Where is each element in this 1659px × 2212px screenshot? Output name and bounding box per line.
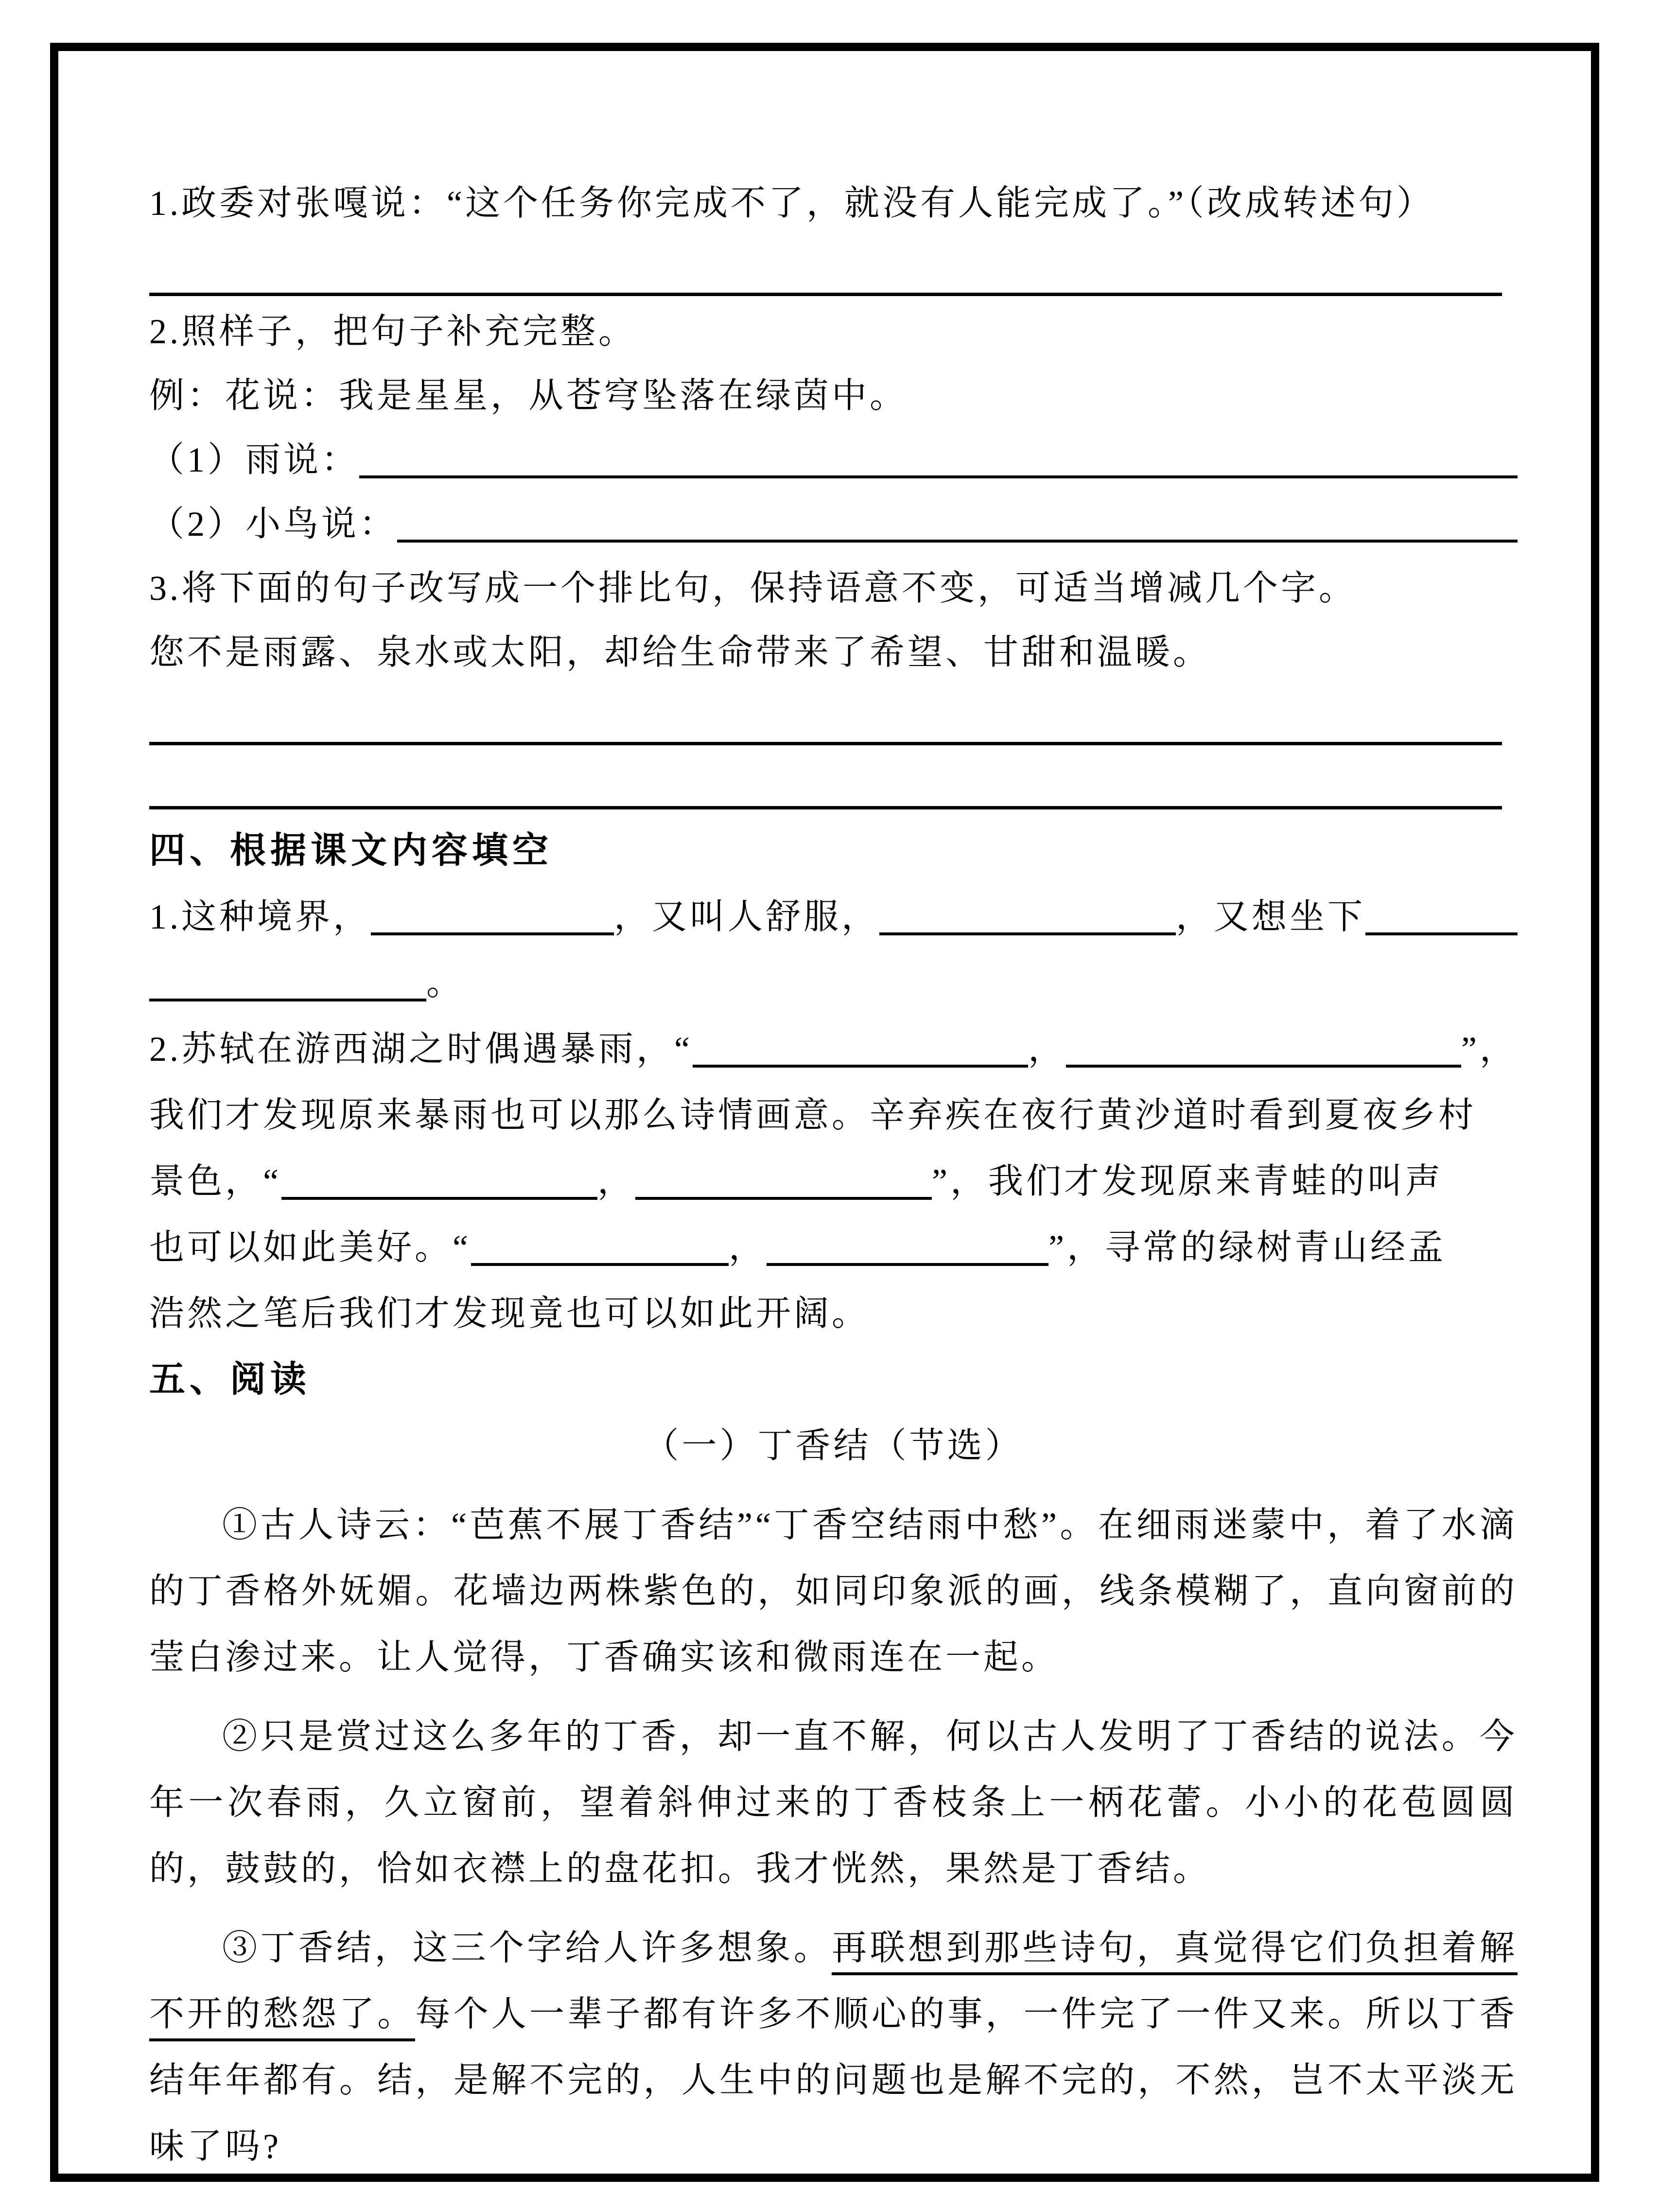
text-segment: ， [1028,1030,1066,1069]
paragraph-3-tail-text: 每个人一辈子都有许多不顺心的事，一件完了一件又来。所以丁香结年年都有。结，是解不完的，人生中的问题也是解不完的，不然，岂不太平淡无味了吗? [149,1995,1518,2166]
section-5-heading-text: 五、阅读 [149,1360,311,1400]
text-segment: ，又叫人舒服， [614,897,880,936]
question-2-example-text: 例：花说：我是星星，从苍穹坠落在绿茵中。 [149,376,908,415]
answer-blank [767,1261,1048,1266]
text-segment: ”， [1461,1030,1518,1069]
question-3-answer-row-1 [149,685,1518,749]
section-4-item-2-line-5 [149,1281,1518,1347]
answer-blank [149,997,426,1001]
answer-blank [693,1063,1028,1068]
text-segment: ， [728,1228,767,1267]
section-5-heading [149,1347,1518,1413]
passage-paragraph-3 [149,1915,1518,2179]
paragraph-2-text: ②只是赏过这么多年的丁香，却一直不解，何以古人发明了丁香结的说法。今年一次春雨，久立窗前，望着斜伸过来的丁香枝条上一柄花蕾。小小的花苞圆圆的，鼓鼓的，恰如衣襟上的盘花扣。我才恍然，果然是丁香结。 [149,1717,1518,1888]
section-4-heading-text: 四、根据课文内容填空 [149,831,553,871]
text-segment: 也可以如此美好。“ [149,1228,471,1267]
question-1-text: 1.政委对张嘎说：“这个任务你完成不了，就没有人能完成了。”（改成转述句） [149,184,1434,223]
section-4-item-2-line-4 [149,1214,1518,1281]
answer-blank [371,930,614,935]
question-3-answer-row-2 [149,749,1518,813]
answer-blank [471,1261,729,1266]
page-content [149,171,1518,2179]
section-4-heading [149,818,1518,884]
passage-paragraph-2 [149,1703,1518,1902]
text-segment: ”，寻常的绿树青山经孟 [1048,1228,1446,1267]
text-segment: 。 [426,964,465,1002]
question-3-intro-text: 3.将下面的句子改写成一个排比句，保持语意不变，可适当增减几个字。 [149,569,1357,608]
text-segment: ，又想坐下 [1176,897,1366,936]
text-segment: （2）小鸟说： [149,505,398,544]
answer-line [149,749,1502,809]
question-1-answer-row [149,235,1518,299]
answer-blank [1365,930,1518,935]
paragraph-3-underlined-phrase: 再联想到那些诗句，真觉得它们负担着解不开的愁怨了。 [149,1929,1518,2041]
answer-line [149,685,1502,745]
question-3-sentence [149,620,1518,685]
passage-paragraph-1 [149,1492,1518,1690]
answer-blank [635,1195,932,1200]
question-3-sentence-text: 您不是雨露、泉水或太阳，却给生命带来了希望、甘甜和温暖。 [149,633,1211,672]
answer-blank [879,930,1176,935]
section-4-item-2-line-1 [149,1016,1518,1082]
text-segment: 景色，“ [149,1162,281,1201]
passage-title-text: （一）丁香结（节选） [644,1426,1023,1465]
answer-blank [1066,1063,1461,1068]
text-segment: 1.这种境界， [149,897,371,936]
section-4-item-1-line-1 [149,884,1518,950]
section-4-item-1-line-2 [149,950,1518,1016]
text-segment: ， [597,1162,635,1201]
question-2-example [149,364,1518,428]
paragraph-1-text: ①古人诗云：“芭蕉不展丁香结”“丁香空结雨中愁”。在细雨迷蒙中，着了水滴的丁香格外妩媚。花墙边两株紫色的，如同印象派的画，线条模糊了，直向窗前的莹白渗过来。让人觉得，丁香确实该和微雨连在一起。 [149,1506,1518,1677]
answer-blank [281,1195,597,1200]
answer-line [149,235,1502,296]
text-segment: 2.苏轼在游西湖之时偶遇暴雨，“ [149,1030,693,1069]
section-4-item-2-line-2-text: 我们才发现原来暴雨也可以那么诗情画意。辛弃疾在夜行黄沙道时看到夏夜乡村 [149,1096,1477,1135]
paragraph-3-lead-text: ③丁香结，这三个字给人许多想象。 [222,1929,832,1967]
section-4-item-2-line-3 [149,1148,1518,1214]
question-2-item-1 [149,428,1518,492]
question-2-intro-text: 2.照样子，把句子补充完整。 [149,312,637,351]
answer-blank [359,474,1518,478]
section-4-item-2-line-2 [149,1082,1518,1148]
text-segment: （1）雨说： [149,440,360,479]
section-4-item-2-line-5-text: 浩然之笔后我们才发现竟也可以如此开阔。 [149,1294,870,1333]
question-1 [149,171,1518,235]
question-2-intro [149,299,1518,364]
answer-blank [397,538,1518,543]
text-segment: ”，我们才发现原来青蛙的叫声 [931,1162,1443,1201]
passage-title [149,1413,1518,1479]
question-2-item-2 [149,492,1518,556]
question-3-intro [149,556,1518,620]
